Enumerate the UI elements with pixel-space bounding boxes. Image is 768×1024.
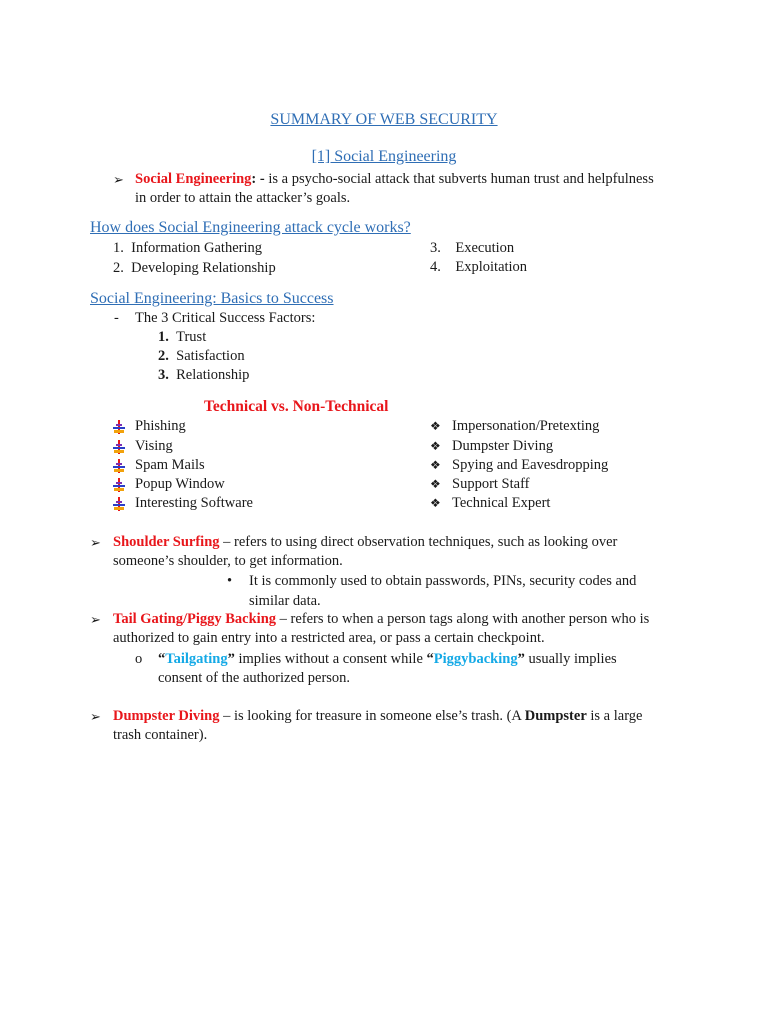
piggybacking-word: Piggybacking [433,651,518,667]
quote-open: “ [426,651,434,667]
diamond-bullet-icon: ❖ [430,458,441,472]
non-technical-item: Impersonation/Pretexting [452,418,600,434]
shoulder-line-2: someone’s shoulder, to get information. [113,553,343,569]
arrow-bullet-icon: ➢ [113,172,124,187]
hollow-bullet-icon: o [135,651,143,667]
colored-cross-bullet-icon [113,439,125,457]
cycle-item-number: 4. [430,259,441,275]
tech-heading: Technical vs. Non-Technical [204,398,389,415]
non-technical-item: Support Staff [452,476,530,492]
tailgating-word: Tailgating [165,651,228,667]
tailgating-sub-2: consent of the authorized person. [158,670,351,686]
cycle-item-number: 2. [113,260,124,276]
cycle-item-label: Information Gathering [131,240,262,256]
colored-cross-bullet-icon [113,496,125,514]
tailgating-sub-1 [158,650,617,669]
cycle-item [430,239,514,258]
tailgating-term: Tail Gating/Piggy Backing [113,611,277,627]
cycle-item-number: 1. [113,240,124,256]
cycle-item [430,258,527,277]
round-bullet-icon: • [227,573,233,589]
colored-cross-bullet-icon [113,419,125,437]
diamond-bullet-icon: ❖ [430,419,441,433]
intro-line-1 [135,170,654,189]
technical-item: Spam Mails [135,457,205,473]
cycle-item-number: 3. [430,240,441,256]
dumpster-bold-word: Dumpster [524,708,587,724]
shoulder-sub-2: similar data. [249,593,321,609]
quote-close: ” [227,651,235,667]
basics-lead: The 3 Critical Success Factors: [135,310,316,326]
factor-label: Relationship [176,367,250,383]
basics-dash: - [114,310,119,326]
factor-item [158,347,245,366]
cycle-item-label: Exploitation [455,259,528,275]
quote-close: ” [517,651,525,667]
shoulder-line-1 [113,533,617,552]
factor-number: 3. [158,367,169,383]
cycle-item-label: Execution [455,240,515,256]
shoulder-text-1: – refers to using direct observation techniques, such as looking over [219,534,618,550]
section-heading: [1] Social Engineering [311,148,457,165]
arrow-bullet-icon: ➢ [90,709,101,724]
diamond-bullet-icon: ❖ [430,496,441,510]
factor-number: 2. [158,348,169,364]
dumpster-term: Dumpster Diving [113,708,220,724]
dumpster-text-1b: is a large [586,708,643,724]
factor-label: Trust [176,329,207,345]
technical-item: Interesting Software [135,495,253,511]
tailgating-text-1: – refers to when a person tags along with another person who is [276,611,650,627]
page-title: SUMMARY OF WEB SECURITY [270,111,498,128]
non-technical-item: Dumpster Diving [452,438,554,454]
intro-line-2: in order to attain the attacker’s goals. [135,190,351,206]
dumpster-line-1 [113,707,642,726]
tailgating-mid: implies without a consent while [234,651,427,667]
intro-separator: : - [251,171,265,187]
cycle-item [113,259,276,278]
basics-heading: Social Engineering: Basics to Success [90,290,334,307]
tailgating-line-1 [113,610,649,629]
diamond-bullet-icon: ❖ [430,477,441,491]
technical-item: Phishing [135,418,186,434]
factor-label: Satisfaction [176,348,245,364]
colored-cross-bullet-icon [113,458,125,476]
tailgating-end: usually implies [524,651,617,667]
shoulder-term: Shoulder Surfing [113,534,220,550]
arrow-bullet-icon: ➢ [90,612,101,627]
cycle-item-label: Developing Relationship [131,260,276,276]
technical-item: Popup Window [135,476,225,492]
factor-item [158,328,206,347]
factor-item [158,366,249,385]
factor-number: 1. [158,329,169,345]
non-technical-item: Spying and Eavesdropping [452,457,609,473]
intro-text-1: is a psycho-social attack that subverts human trust and helpfulness [264,171,654,187]
cycle-heading: How does Social Engineering attack cycle works? [90,219,411,236]
diamond-bullet-icon: ❖ [430,439,441,453]
cycle-item [113,239,262,258]
dumpster-text-1a: – is looking for treasure in someone else’s trash. (A [219,708,525,724]
shoulder-sub-1: It is commonly used to obtain passwords, PINs, security codes and [249,573,637,589]
quote-open: “ [158,651,166,667]
intro-term: Social Engineering [135,171,252,187]
tailgating-line-2: authorized to gain entry into a restricted area, or pass a certain checkpoint. [113,630,545,646]
non-technical-item: Technical Expert [452,495,551,511]
colored-cross-bullet-icon [113,477,125,495]
arrow-bullet-icon: ➢ [90,535,101,550]
dumpster-line-2: trash container). [113,727,208,743]
technical-item: Vising [135,438,173,454]
